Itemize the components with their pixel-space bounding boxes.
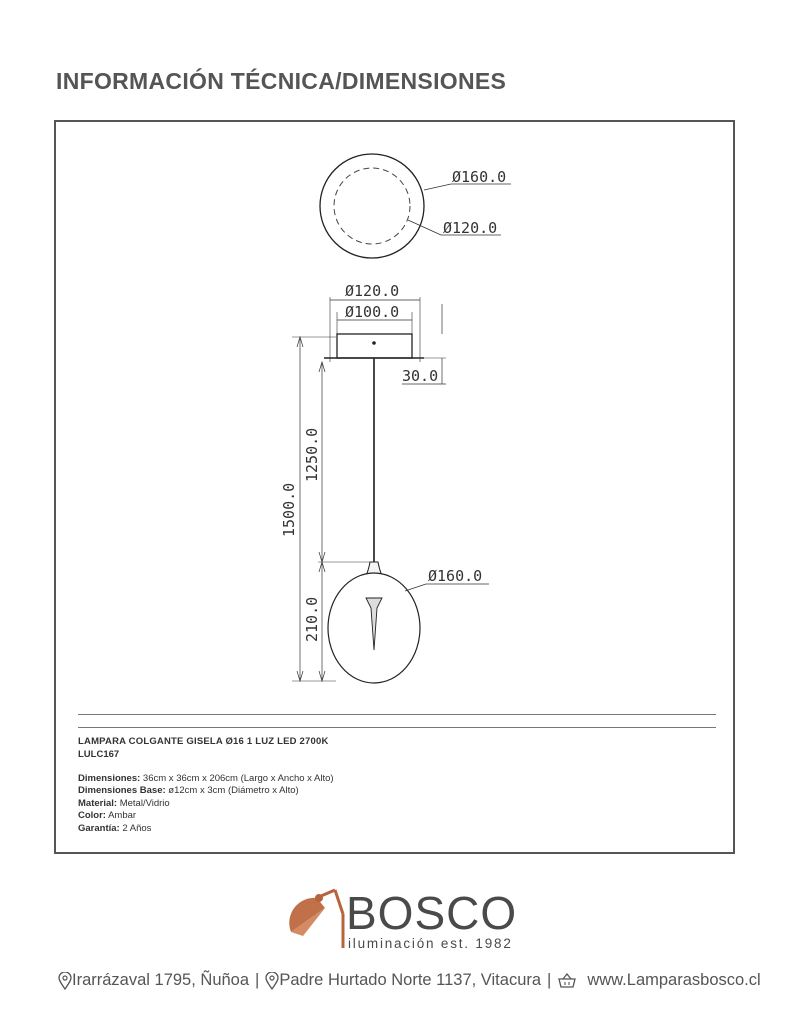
- divider-line: [78, 714, 716, 715]
- spec-label: Material:: [78, 797, 118, 809]
- leader-line: [408, 220, 441, 235]
- spec-label: Dimensiones Base:: [78, 785, 166, 797]
- product-code: LULC167: [78, 749, 120, 760]
- brand-tagline: iluminación est. 1982: [348, 936, 513, 951]
- spec-value: Ambar: [105, 810, 137, 822]
- technical-drawing: [56, 122, 733, 702]
- website-link[interactable]: www.Lamparasbosco.cl: [587, 971, 761, 989]
- shopping-basket-icon: [557, 972, 577, 989]
- location-pin-icon: [265, 972, 279, 990]
- spec-row: [78, 785, 334, 797]
- top-view-inner-circle: [334, 168, 410, 244]
- lamp-logo-icon: [283, 886, 347, 952]
- top-view: [320, 154, 511, 258]
- globe-diameter-label: Ø160.0: [428, 567, 483, 585]
- spec-label: Dimensiones:: [78, 773, 141, 784]
- footer: [58, 971, 761, 990]
- page-title: INFORMACIÓN TÉCNICA/DIMENSIONES: [56, 68, 507, 94]
- brand-name: BOSCO: [346, 887, 518, 939]
- base-width-label: Ø120.0: [345, 282, 400, 300]
- spec-row: [78, 810, 334, 822]
- base-height-label: 30.0: [402, 367, 439, 385]
- spec-label: Garantía:: [78, 822, 120, 834]
- spec-value: ø12cm x 3cm (Diámetro x Alto): [165, 785, 299, 797]
- leader-line: [424, 184, 451, 190]
- total-height-label: 1500.0: [280, 482, 298, 537]
- spec-value: 36cm x 36cm x 206cm (Largo x Ancho x Alto): [140, 773, 334, 784]
- separator: |: [547, 971, 552, 989]
- top-view-outer-circle: [320, 154, 424, 258]
- spec-row: [78, 773, 334, 785]
- spec-row: [78, 798, 334, 810]
- top-inner-diameter-label: Ø120.0: [443, 219, 498, 237]
- separator: |: [255, 971, 260, 989]
- top-outer-diameter-label: Ø160.0: [452, 168, 507, 186]
- divider-line: [78, 727, 716, 728]
- canopy: [337, 334, 412, 358]
- address-1: Irarrázaval 1795, Ñuñoa: [72, 971, 250, 989]
- side-view: [280, 282, 489, 683]
- spec-value: 2 Años: [119, 822, 152, 834]
- product-name: LAMPARA COLGANTE GISELA Ø16 1 LUZ LED 2700K: [78, 736, 329, 747]
- address-2: Padre Hurtado Norte 1137, Vitacura: [279, 971, 542, 989]
- cable-length-label: 1250.0: [303, 427, 321, 482]
- spec-label: Color:: [78, 810, 106, 822]
- spec-value: Metal/Vidrio: [117, 797, 170, 809]
- technical-drawing-frame: [54, 120, 735, 854]
- base-inner-label: Ø100.0: [345, 303, 400, 321]
- spec-list: [78, 773, 334, 835]
- spec-row: [78, 823, 334, 835]
- globe-height-label: 210.0: [303, 596, 321, 642]
- location-pin-icon: [58, 972, 72, 990]
